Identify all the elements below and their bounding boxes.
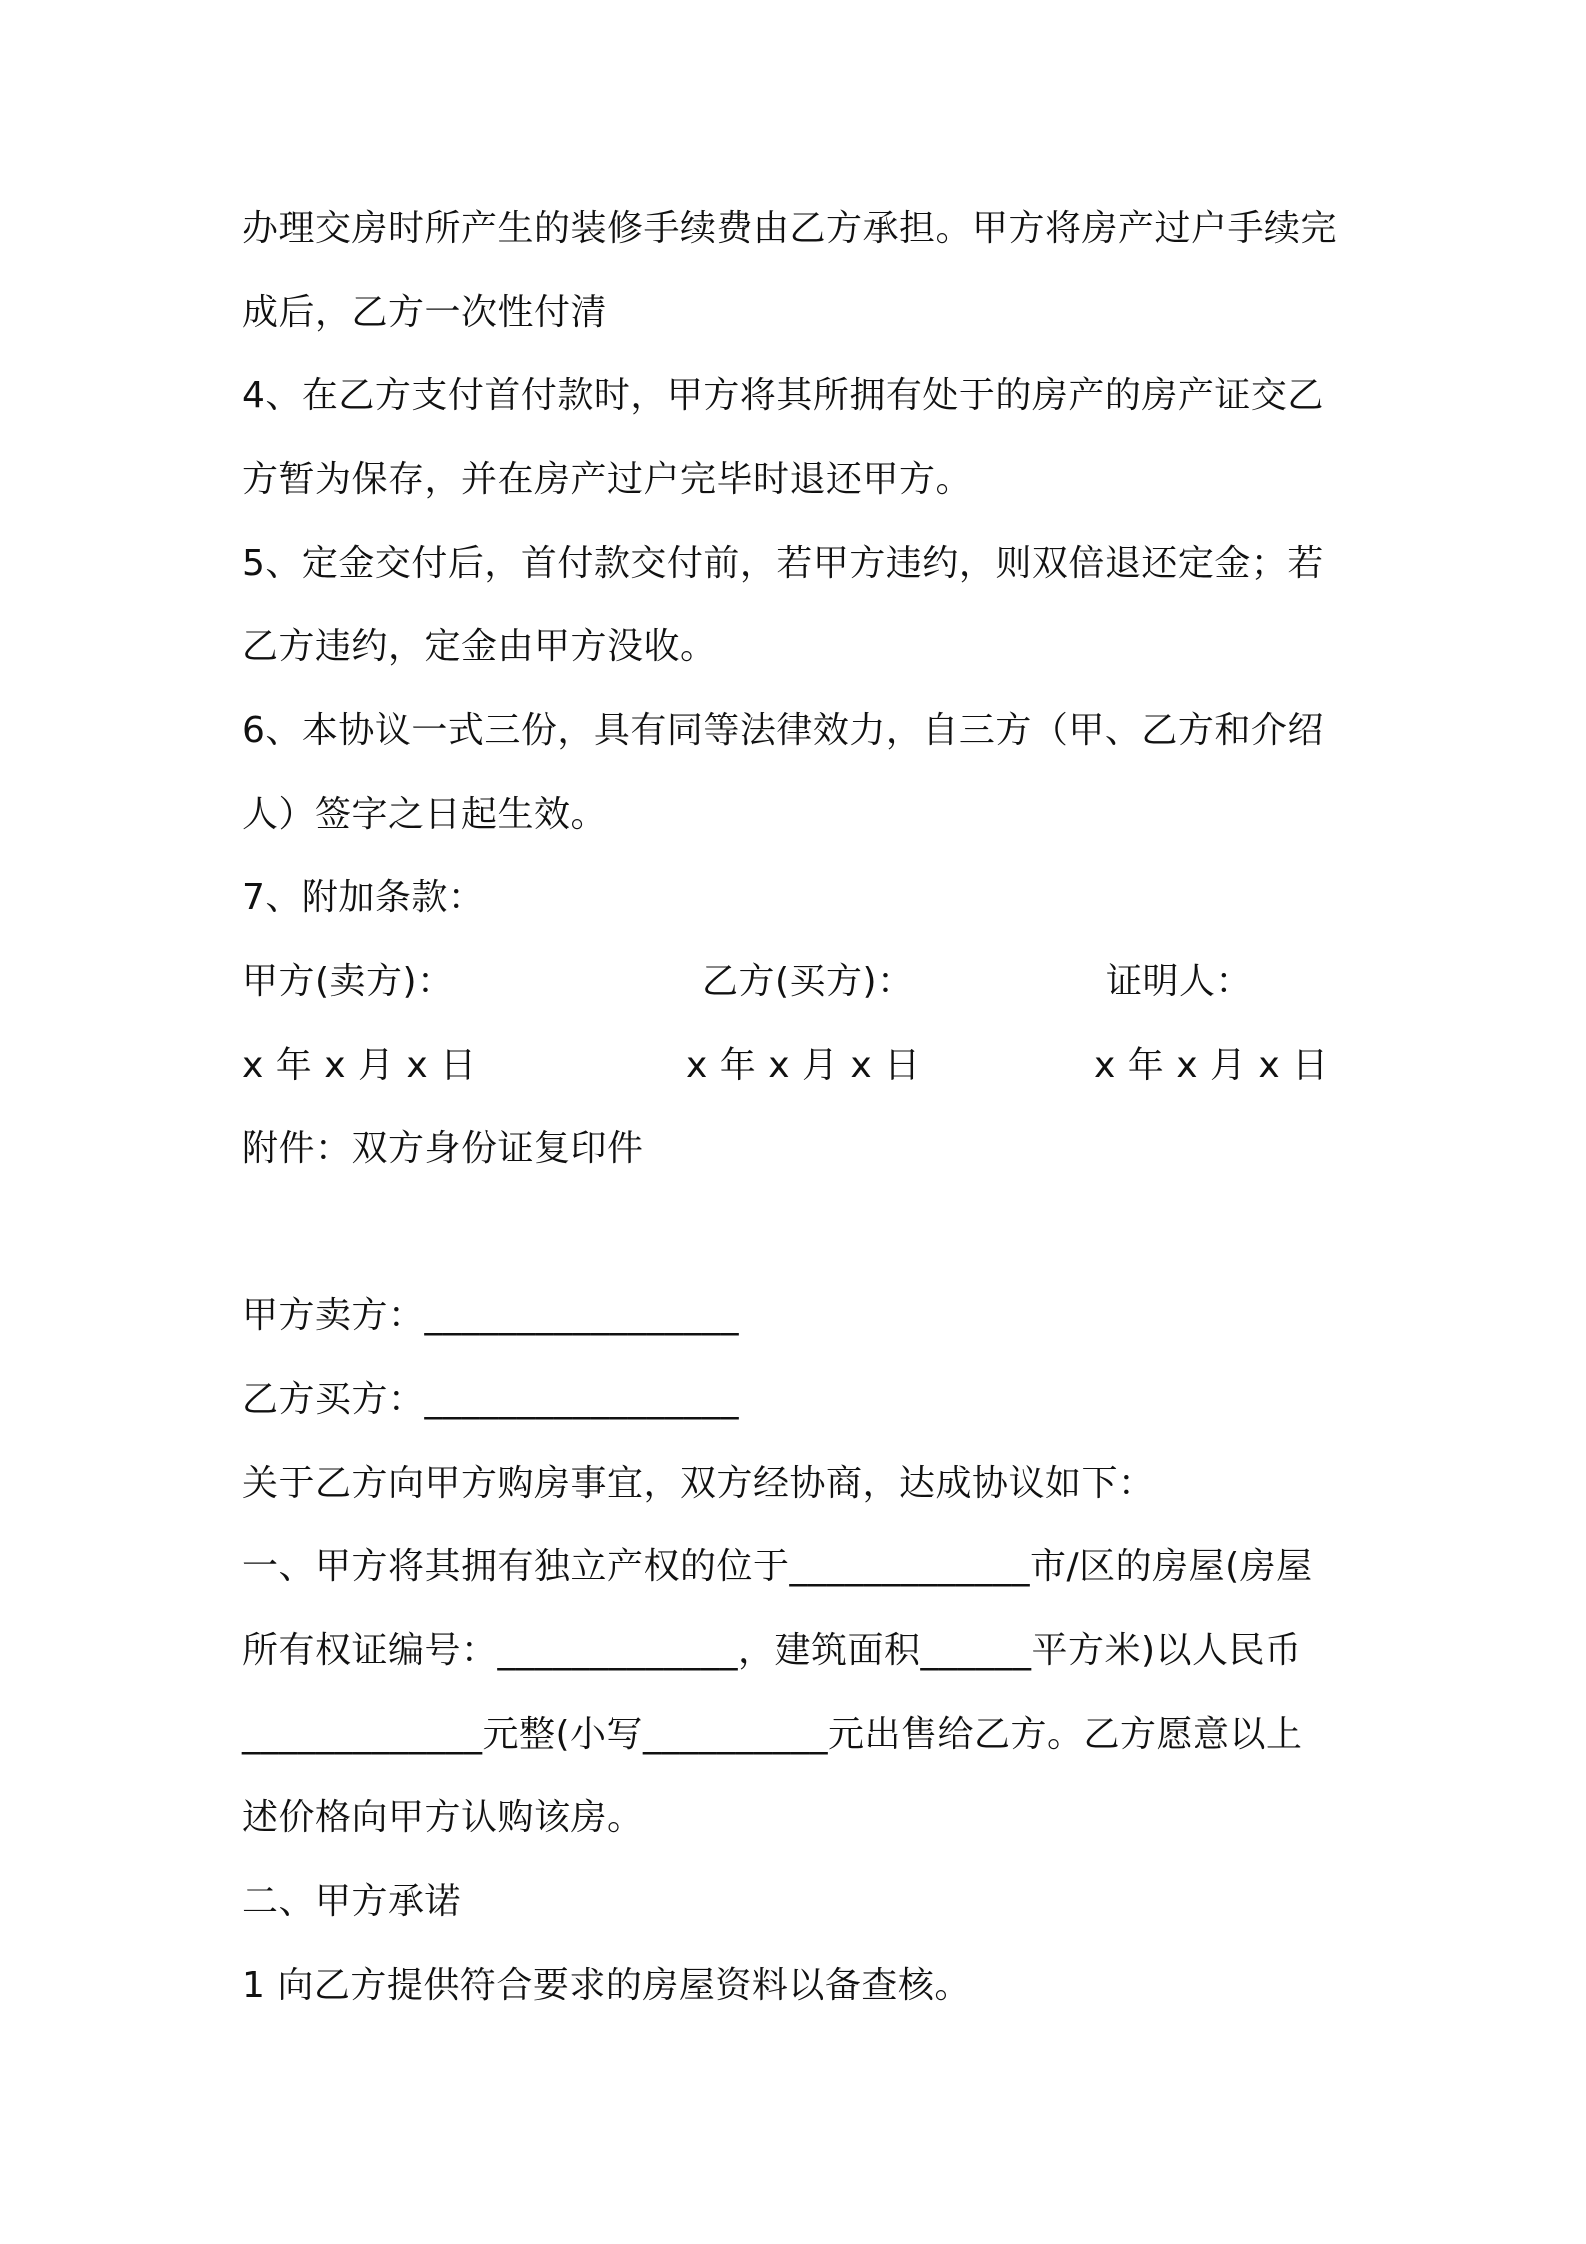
paragraph-line: 成后，乙方一次性付清 — [242, 292, 608, 333]
article-2-heading: 二、甲方承诺 — [242, 1881, 462, 1922]
paragraph-line: 办理交房时所产生的装修手续费由乙方承担。甲方将房产过户手续完 — [242, 208, 1338, 249]
seller-name-field: 甲方卖方：_________________ — [242, 1295, 740, 1336]
clause-6-line: 6、本协议一式三份，具有同等法律效力，自三方（甲、乙方和介绍 — [242, 710, 1324, 751]
article-2-item-1: 1 向乙方提供符合要求的房屋资料以备查核。 — [242, 1965, 971, 2006]
clause-5-line: 5、定金交付后，首付款交付前，若甲方违约，则双倍退还定金；若 — [242, 543, 1324, 584]
article-1-line: _____________元整(小写__________元出售给乙方。乙方愿意以上 — [242, 1714, 1303, 1755]
witness-date: x 年 x 月 x 日 — [1094, 1045, 1329, 1086]
buyer-name-field: 乙方买方：_________________ — [242, 1379, 740, 1420]
clause-7-line: 7、附加条款： — [242, 877, 485, 918]
clause-5-line: 乙方违约，定金由甲方没收。 — [242, 626, 717, 667]
agreement-intro: 关于乙方向甲方购房事宜，双方经协商，达成协议如下： — [242, 1463, 1155, 1504]
witness-signature-label: 证明人： — [1106, 961, 1253, 1002]
seller-signature-label: 甲方(卖方)： — [242, 961, 454, 1002]
attachment-note: 附件：双方身份证复印件 — [242, 1128, 644, 1169]
clause-4-line: 方暂为保存，并在房产过户完毕时退还甲方。 — [242, 459, 973, 500]
buyer-date: x 年 x 月 x 日 — [686, 1045, 921, 1086]
buyer-signature-label: 乙方(买方)： — [702, 961, 914, 1002]
clause-4-line: 4、在乙方支付首付款时，甲方将其所拥有处于的房产的房产证交乙 — [242, 375, 1324, 416]
article-1-line: 所有权证编号：_____________，建筑面积______平方米)以人民币 — [242, 1630, 1302, 1671]
seller-date: x 年 x 月 x 日 — [242, 1045, 477, 1086]
article-1-line: 一、甲方将其拥有独立产权的位于_____________市/区的房屋(房屋 — [242, 1546, 1313, 1587]
article-1-line: 述价格向甲方认购该房。 — [242, 1797, 644, 1838]
clause-6-line: 人）签字之日起生效。 — [242, 794, 608, 835]
